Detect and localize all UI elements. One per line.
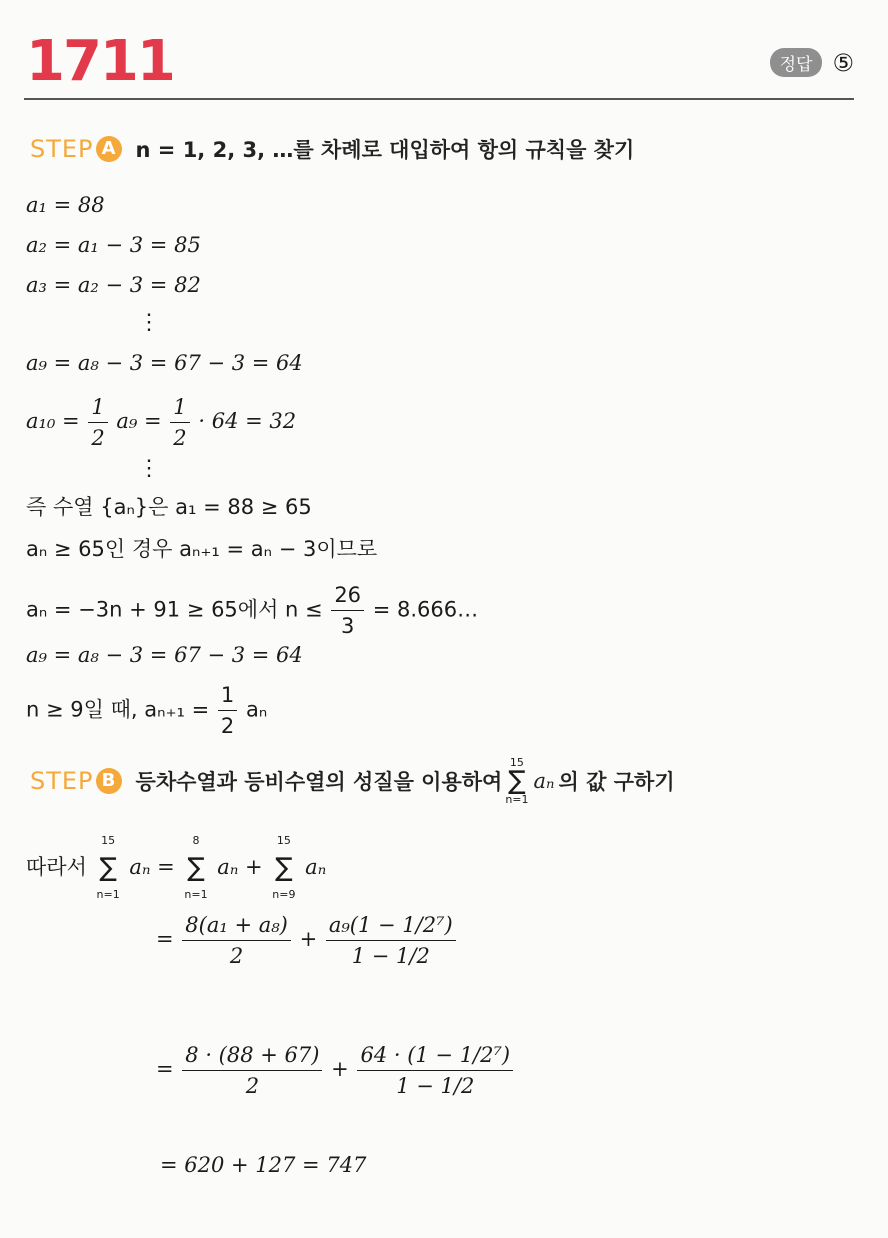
sum-1-15: 15 ∑ n=1: [96, 834, 120, 901]
step-b-word: STEP: [30, 767, 94, 795]
line-a10: a₁₀ = $\frac{1}{2}$ a₉ = $\frac{1}{2}$ · 64 = 32: [26, 392, 296, 453]
frac-arith-sum: $\frac{\text{8(a₁ + a₈)}}{2}$: [182, 910, 291, 971]
line-a9-repeat: a₉ = a₈ − 3 = 67 − 3 = 64: [26, 643, 303, 667]
step-b-title-post: 의 값 구하기: [558, 770, 675, 794]
line-result: = 620 + 127 = 747: [160, 1153, 367, 1177]
step-a-badge: A: [96, 136, 122, 162]
sum-symbol-title: 15 ∑ n=1: [505, 756, 529, 806]
answer-box: [770, 48, 854, 77]
line-general-term: aₙ = −3n + 91 ≥ 65에서 n ≤ $\frac{26}{3}$ = 8.666…: [26, 580, 478, 641]
frac-half-2: $\frac{1}{2}$: [170, 392, 189, 453]
line-n9: n ≥ 9일 때, aₙ₊₁ = $\frac{1}{2}$ aₙ: [26, 680, 267, 741]
frac-half-1: $\frac{1}{2}$: [88, 392, 107, 453]
line-expr-1: = $\frac{\text{8(a₁ + a₈)}}{2}$ + $\frac{\text{a₉(1 − 1/2⁷)}}{1 - 1/2}$: [156, 910, 458, 971]
step-b-title-pre: 등차수열과 등비수열의 성질을 이용하여: [135, 770, 503, 794]
line-expr-2: = $\frac{8 \cdot (88 + 67)}{2}$ + $\frac{\text{64 · (1 − 1/2⁷)}}{1 - 1/2}$: [156, 1040, 515, 1101]
step-a-title: n = 1, 2, 3, …를 차례로 대입하여 항의 규칙을 찾기: [135, 138, 635, 162]
frac-geo-values: $\frac{\text{64 · (1 − 1/2⁷)}}{1 - 1/2}$: [357, 1040, 513, 1101]
step-a-heading: [30, 134, 634, 164]
frac-arith-values: $\frac{8 \cdot (88 + 67)}{2}$: [182, 1040, 322, 1101]
line-sequence: 즉 수열 {aₙ}은 a₁ = 88 ≥ 65: [26, 495, 312, 519]
frac-26-3: $\frac{26}{3}$: [331, 580, 364, 641]
line-a3: a₃ = a₂ − 3 = 82: [26, 273, 201, 297]
frac-geo-sum: $\frac{\text{a₉(1 − 1/2⁷)}}{1 - 1/2}$: [326, 910, 456, 971]
problem-number: 1711: [26, 29, 174, 94]
line-a1: a₁ = 88: [26, 193, 105, 217]
step-b-badge: B: [96, 768, 122, 794]
answer-label: 정답: [770, 48, 823, 77]
sum-9-15: 15 ∑ n=9: [272, 834, 296, 901]
sum-1-8: 8 ∑ n=1: [184, 834, 208, 901]
line-a2: a₂ = a₁ − 3 = 85: [26, 233, 201, 257]
step-b-heading: STEP B 등차수열과 등비수열의 성질을 이용하여 15 ∑ n=1 aₙ 의 값 구하기: [30, 756, 675, 806]
vertical-dots-1: ⋮: [138, 310, 160, 335]
line-a9: a₉ = a₈ − 3 = 67 − 3 = 64: [26, 351, 303, 375]
frac-half-3: $\frac{1}{2}$: [218, 680, 237, 741]
vertical-dots-2: ⋮: [138, 456, 160, 481]
line-condition: aₙ ≥ 65인 경우 aₙ₊₁ = aₙ − 3이므로: [26, 537, 378, 561]
header-rule: [24, 98, 854, 100]
step-a-word: STEP: [30, 135, 94, 163]
line-sum-split: 따라서 15 ∑ n=1 aₙ = 8 ∑ n=1 aₙ + 15 ∑ n=9 aₙ: [26, 826, 326, 910]
answer-value: ⑤: [832, 48, 854, 77]
